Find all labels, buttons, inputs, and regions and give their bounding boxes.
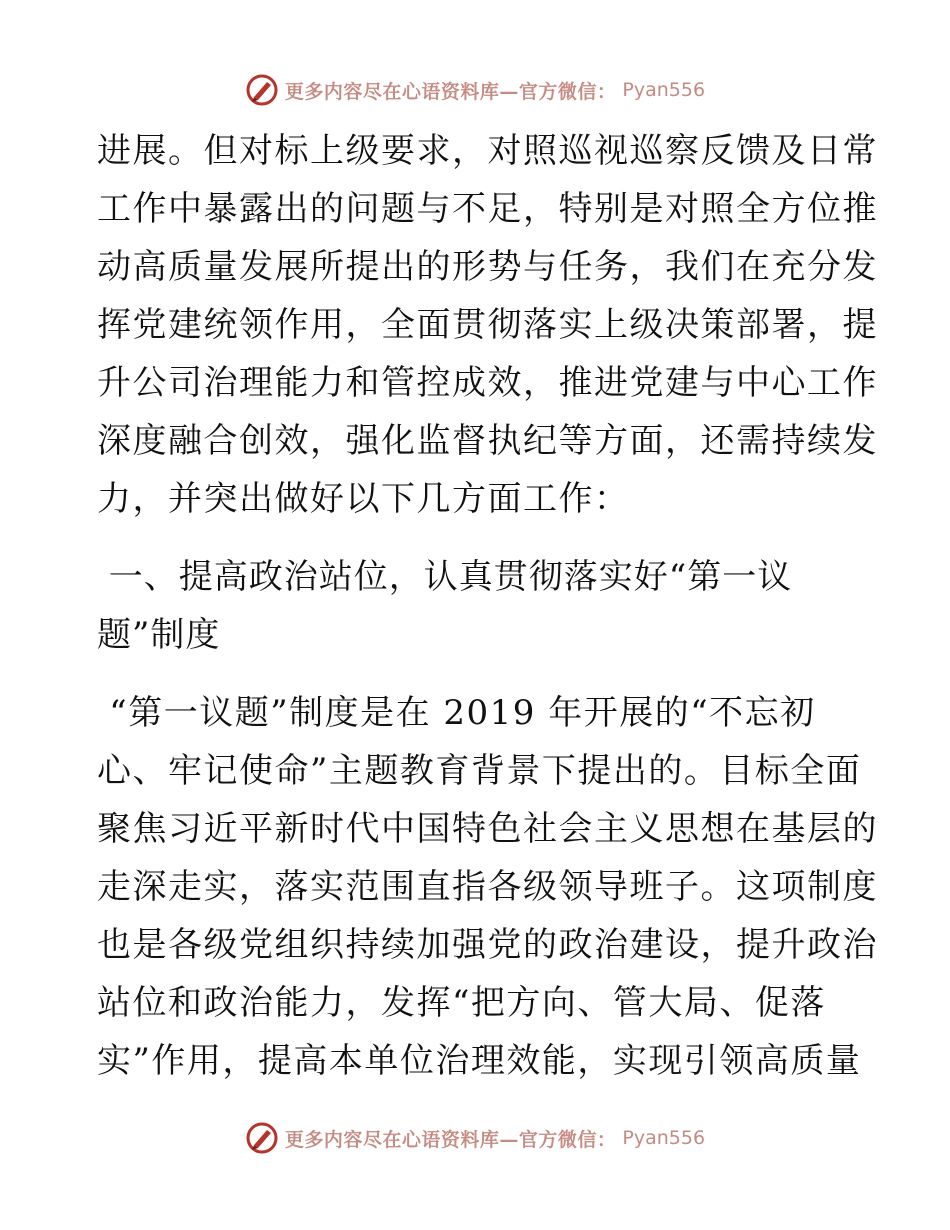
paragraph-1 [97,122,878,528]
section-heading [97,548,857,664]
watermark-header [0,72,950,108]
text-line: “第一议题”制度是在 2019 年开展的“不忘初 [97,693,816,733]
text-line: 实”作用，提高本单位治理效能，实现引领高质量 [97,1041,862,1081]
text-line: 深度融合创效，强化监督执纪等方面，还需持续发 [97,421,878,461]
red-pen-circle-icon [245,73,279,107]
text-line: 升公司治理能力和管控成效，推进党建与中心工作 [97,363,878,403]
text-line: 动高质量发展所提出的形势与任务，我们在充分发 [97,247,878,287]
heading-line: 题”制度 [97,615,221,655]
paragraph-2 [97,684,878,1090]
text-line: 进展。但对标上级要求，对照巡视巡察反馈及日常 [97,131,878,171]
text-line: 心、牢记使命”主题教育背景下提出的。目标全面 [97,751,862,791]
text-line: 挥党建统领作用，全面贯彻落实上级决策部署，提 [97,305,878,345]
red-pen-circle-icon [245,1121,279,1155]
watermark-footer [0,1120,950,1156]
watermark-text: 更多内容尽在心语资料库—官方微信： [284,1128,617,1151]
watermark-text: 更多内容尽在心语资料库—官方微信： [284,80,617,103]
heading-line: 一、提高政治站位，认真贯彻落实好“第一议 [97,557,793,597]
text-line: 聚焦习近平新时代中国特色社会主义思想在基层的 [97,809,878,849]
text-line: 也是各级党组织持续加强党的政治建设，提升政治 [97,925,878,965]
text-line: 站位和政治能力，发挥“把方向、管大局、促落 [97,983,826,1023]
text-line: 工作中暴露出的问题与不足，特别是对照全方位推 [97,189,878,229]
document-body [97,122,878,1090]
text-line: 力，并突出做好以下几方面工作： [97,479,630,519]
watermark-contact: Pyan556 [622,79,706,101]
watermark-contact: Pyan556 [622,1127,706,1149]
text-line: 走深走实，落实范围直指各级领导班子。这项制度 [97,867,878,907]
